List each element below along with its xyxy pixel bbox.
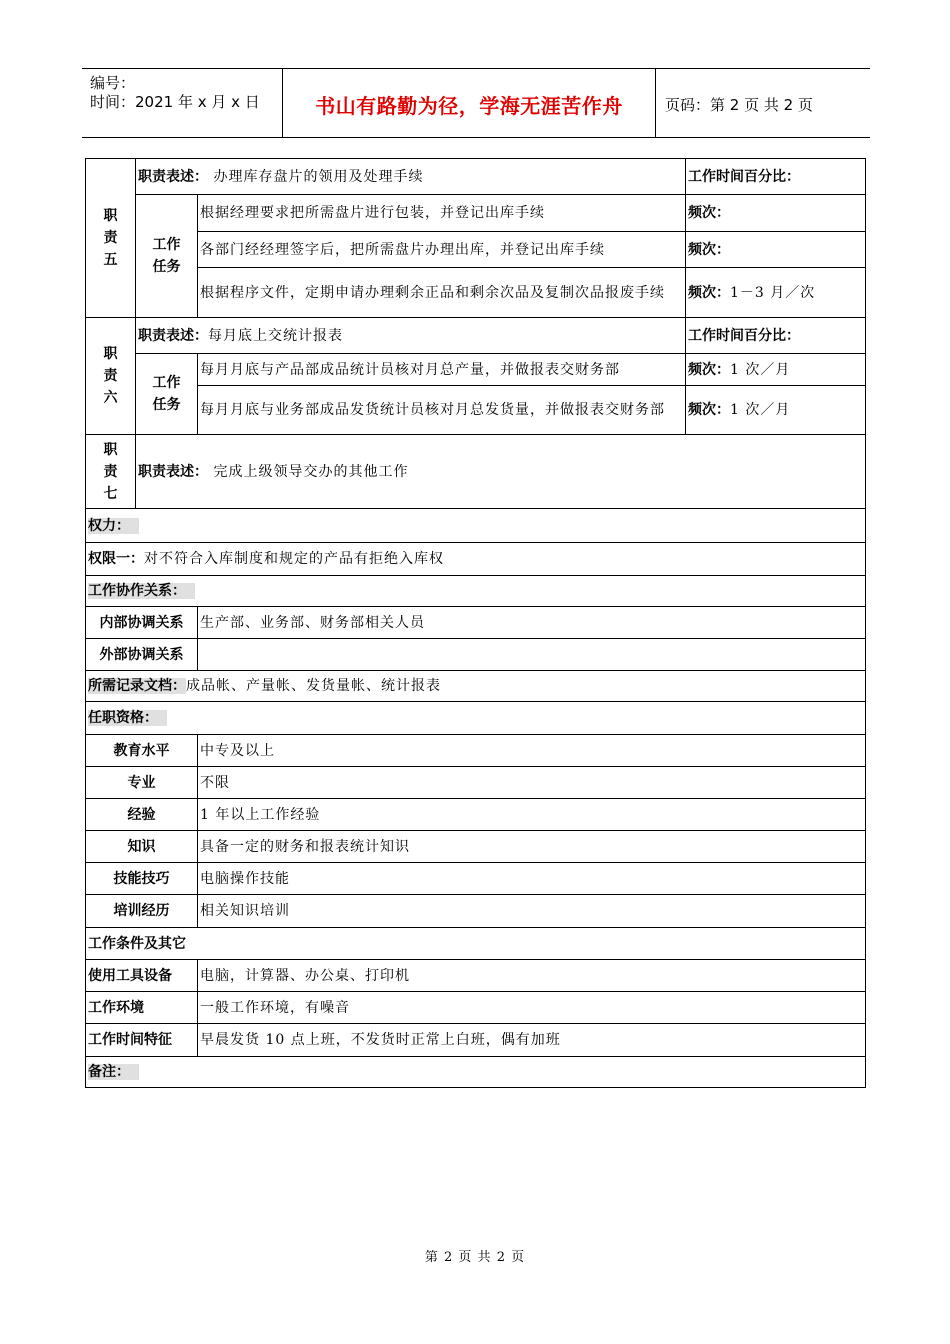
duty5-desc-row [86,159,866,195]
header-page-info: 页码：第 2 页 共 2 页 [665,96,813,114]
duty5-task-row [86,268,866,318]
qualification-value: 相关知识培训 [198,895,866,928]
remarks-row [86,1057,866,1088]
qualification-label: 经验 [86,799,198,831]
qualification-value: 1 年以上工作经验 [198,799,866,831]
duty5-task-2: 各部门经经理签字后，把所需盘片办理出库，并登记出库手续 [198,232,686,268]
duty6-desc-row [86,318,866,354]
header-motto: 书山有路勤为径，学海无涯苦作舟 [315,94,623,118]
qualification-label: 教育水平 [86,735,198,767]
qualifications-title: 任职资格： [86,702,866,735]
job-description-table [85,158,866,1088]
authority-title: 权力： [86,509,866,543]
duty6-task-1: 每月月底与产品部成品统计员核对月总产量，并做报表交财务部 [198,354,686,386]
qualification-value: 电脑操作技能 [198,863,866,895]
remarks: 备注： [86,1057,866,1088]
qualification-label: 知识 [86,831,198,863]
relations-title: 工作协作关系： [86,576,866,607]
internal-relations-value: 生产部、业务部、财务部相关人员 [198,607,866,639]
internal-relations-label: 内部协调关系 [86,607,198,639]
condition-label: 工作时间特征 [86,1024,198,1057]
page-header [82,68,870,138]
duty5-desc: 职责表述： 办理库存盘片的领用及处理手续 [136,159,686,195]
duty5-pct-label: 工作时间百分比： [686,159,866,195]
authority-limit-row [86,543,866,576]
duty5-task-3: 根据程序文件，定期申请办理剩余正品和剩余次品及复制次品报废手续 [198,268,686,318]
records-row [86,671,866,702]
page-footer: 第 2 页 共 2 页 [424,1250,526,1265]
qualification-row [86,895,866,928]
duty5-freq-3: 频次：1－3 月／次 [686,268,866,318]
header-page-cell [655,69,870,137]
qualification-label: 培训经历 [86,895,198,928]
authority-title-row [86,509,866,543]
duty6-freq-2: 频次：1 次／月 [686,386,866,435]
conditions-title: 工作条件及其它 [86,928,866,960]
qualification-value: 具备一定的财务和报表统计知识 [198,831,866,863]
duty6-task-label: 工作任务 [136,354,198,435]
duty5-freq-1: 频次： [686,195,866,232]
duty6-freq-1: 频次：1 次／月 [686,354,866,386]
duty6-desc: 职责表述：每月底上交统计报表 [136,318,686,354]
duty7-row [86,435,866,509]
external-relations-label: 外部协调关系 [86,639,198,671]
duty5-label: 职责五 [86,159,136,318]
duty6-task-row [86,386,866,435]
qualification-value: 中专及以上 [198,735,866,767]
duty5-task-row [86,195,866,232]
external-relations-row [86,639,866,671]
qualifications-title-row [86,702,866,735]
authority-limit: 权限一：对不符合入库制度和规定的产品有拒绝入库权 [86,543,866,576]
external-relations-value [198,639,866,671]
conditions-title-row [86,928,866,960]
header-meta [82,69,282,137]
duty5-freq-2: 频次： [686,232,866,268]
qualification-row [86,767,866,799]
date-line: 时间：2021 年 x 月 x 日 [90,93,260,111]
duty5-task-label: 工作任务 [136,195,198,318]
qualification-row [86,831,866,863]
condition-value: 电脑，计算器、办公桌、打印机 [198,960,866,992]
condition-row [86,960,866,992]
duty6-task-row [86,354,866,386]
qualification-value: 不限 [198,767,866,799]
duty6-label: 职责六 [86,318,136,435]
duty6-task-2: 每月月底与业务部成品发货统计员核对月总发货量，并做报表交财务部 [198,386,686,435]
duty7-label: 职责七 [86,435,136,509]
duty7-desc: 职责表述： 完成上级领导交办的其他工作 [136,435,866,509]
qualification-row [86,863,866,895]
duty5-task-row [86,232,866,268]
qualification-label: 专业 [86,767,198,799]
records: 所需记录文档：成品帐、产量帐、发货量帐、统计报表 [86,671,866,702]
duty5-task-1: 根据经理要求把所需盘片进行包装，并登记出库手续 [198,195,686,232]
condition-label: 使用工具设备 [86,960,198,992]
duty6-pct-label: 工作时间百分比： [686,318,866,354]
condition-value: 早晨发货 10 点上班，不发货时正常上白班，偶有加班 [198,1024,866,1057]
qualification-row [86,735,866,767]
condition-row [86,992,866,1024]
header-motto-cell [282,69,656,137]
relations-title-row [86,576,866,607]
qualification-row [86,799,866,831]
internal-relations-row [86,607,866,639]
condition-value: 一般工作环境，有噪音 [198,992,866,1024]
condition-label: 工作环境 [86,992,198,1024]
condition-row [86,1024,866,1057]
qualification-label: 技能技巧 [86,863,198,895]
number-label: 编号： [90,74,136,92]
